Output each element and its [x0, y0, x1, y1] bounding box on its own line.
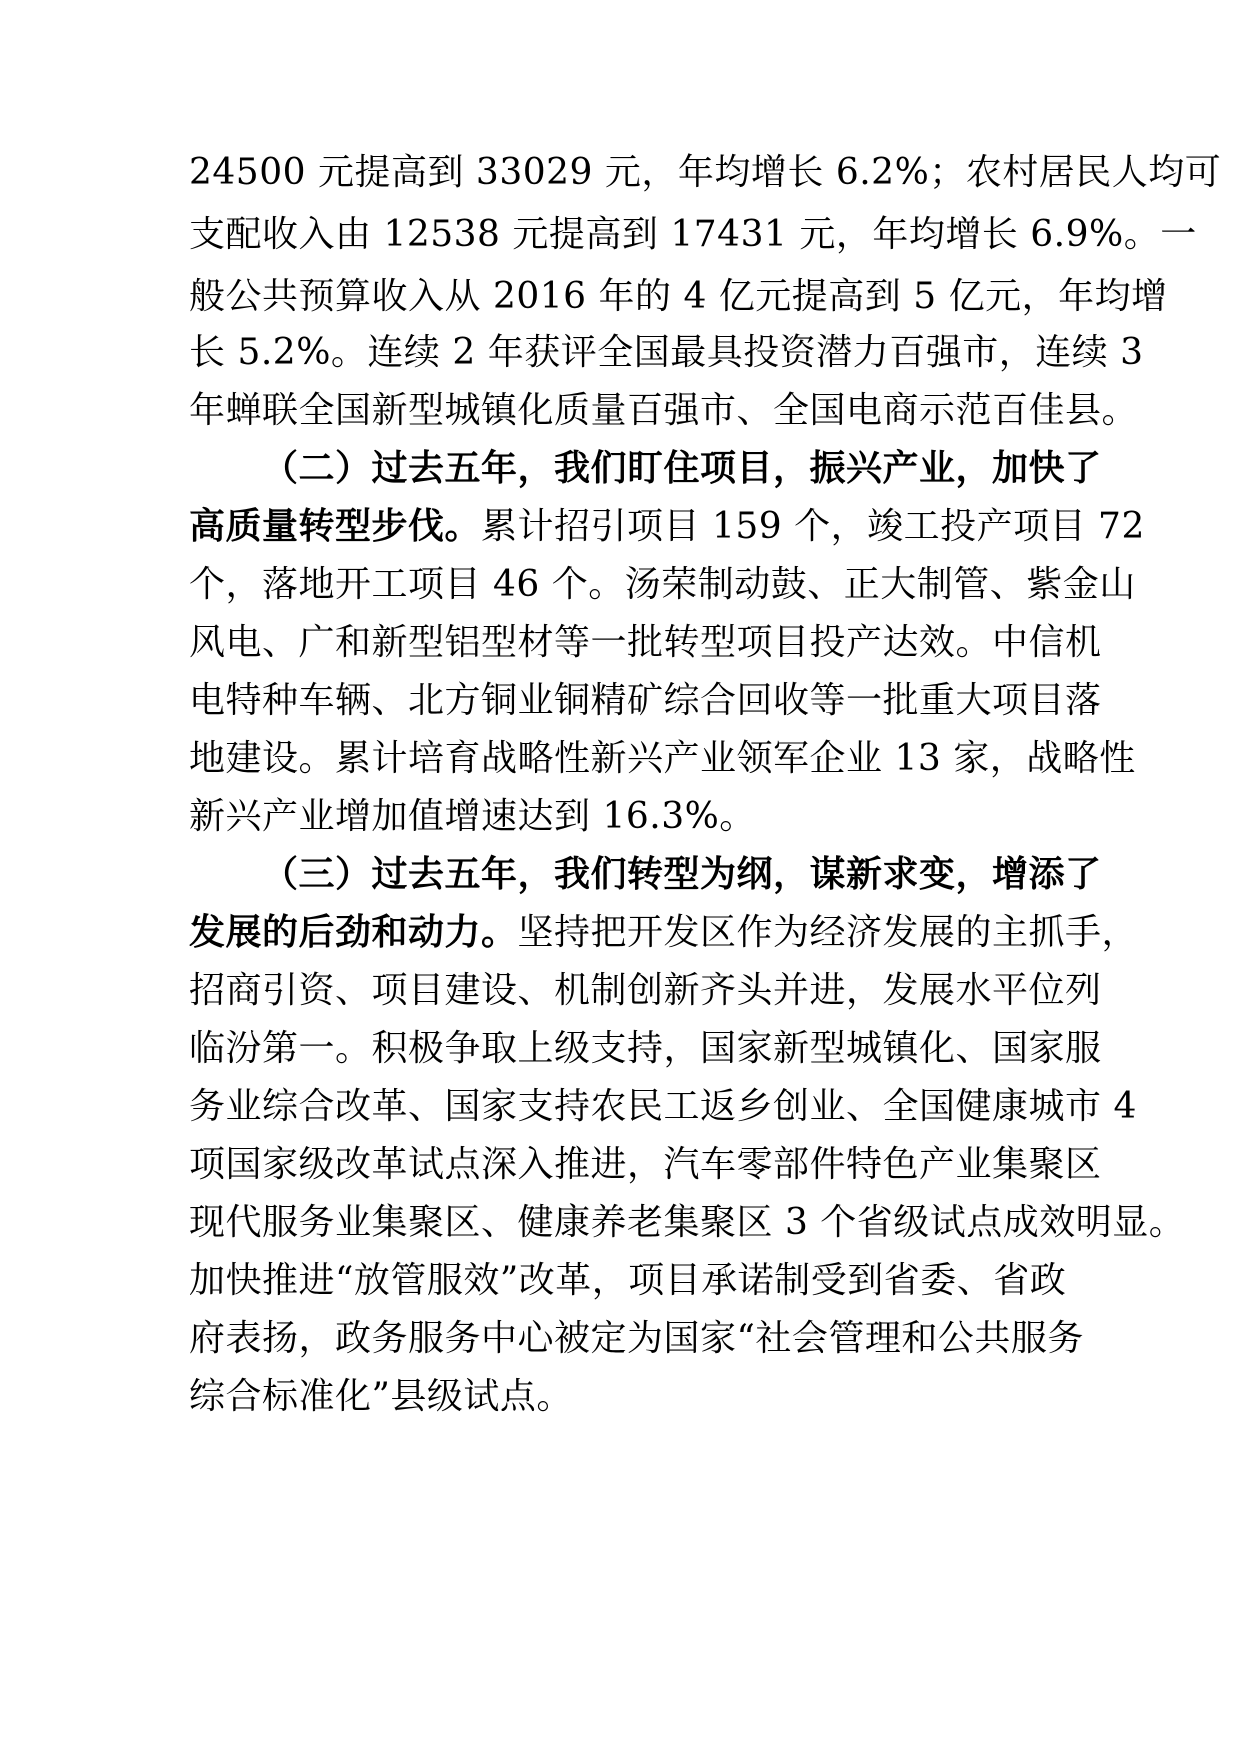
section-heading-text: 发展的后劲和动力。	[189, 912, 518, 953]
section-heading	[262, 842, 1162, 908]
line-text: 府表扬，政务服务中心被定为国家“社会管理和公共服务	[189, 1318, 1084, 1359]
body-text-line	[189, 668, 1102, 734]
body-text-line	[189, 552, 1136, 618]
line-text: 累计招引项目 159 个，竣工投产项目 72	[481, 506, 1145, 547]
line-text: 般公共预算收入从 2016 年的 4 亿元提高到 5 亿元，年均增	[189, 276, 1168, 317]
line-text: 长 5.2%。连续 2 年获评全国最具投资潜力百强市，连续 3	[189, 332, 1144, 373]
section-heading	[262, 436, 1162, 502]
body-text-line	[189, 140, 1222, 206]
body-text-line	[189, 1306, 1089, 1372]
line-text: 临汾第一。积极争取上级支持，国家新型城镇化、国家服	[189, 1028, 1102, 1069]
line-text: 新兴产业增加值增速达到 16.3%。	[189, 796, 756, 837]
line-text: 支配收入由 12538 元提高到 17431 元，年均增长 6.9%。一	[189, 214, 1197, 255]
line-text: 年蝉联全国新型城镇化质量百强市、全国电商示范百佳县。	[189, 390, 1139, 431]
body-text-line	[189, 1132, 1102, 1198]
line-text: 坚持把开发区作为经济发展的主抓手，	[517, 912, 1139, 953]
section-heading-text: （三）过去五年，我们转型为纲，谋新求变，增添了	[262, 854, 1102, 895]
body-text-line	[189, 378, 1139, 444]
body-text-line	[189, 494, 1145, 560]
body-text-line	[189, 726, 1136, 792]
line-text: 地建设。累计培育战略性新兴产业领军企业 13 家，战略性	[189, 738, 1136, 779]
body-text-line	[189, 1248, 1089, 1314]
body-text-line	[189, 320, 1144, 386]
body-text-line	[189, 610, 1102, 676]
body-text-line	[189, 900, 1139, 966]
line-text: 风电、广和新型铝型材等一批转型项目投产达效。中信机	[189, 622, 1102, 663]
body-text-line	[189, 784, 1089, 850]
line-text: 综合标准化”县级试点。	[189, 1376, 573, 1417]
body-text-line	[189, 1364, 1089, 1430]
body-text-line	[189, 1016, 1102, 1082]
line-text: 个，落地开工项目 46 个。汤荣制动鼓、正大制管、紫金山	[189, 564, 1136, 605]
line-text: 项国家级改革试点深入推进，汽车零部件特色产业集聚区	[189, 1144, 1102, 1185]
line-text: 加快推进“放管服效”改革，项目承诺制受到省委、省政	[189, 1260, 1067, 1301]
line-text: 务业综合改革、国家支持农民工返乡创业、全国健康城市 4	[189, 1086, 1137, 1127]
line-text: 招商引资、项目建设、机制创新齐头并进，发展水平位列	[189, 970, 1102, 1011]
section-heading-text: 高质量转型步伐。	[189, 506, 482, 547]
body-text-line	[189, 1190, 1186, 1256]
line-text: 电特种车辆、北方铜业铜精矿综合回收等一批重大项目落	[189, 680, 1102, 721]
body-text-line	[189, 1074, 1137, 1140]
line-text: 现代服务业集聚区、健康养老集聚区 3 个省级试点成效明显。	[189, 1202, 1186, 1243]
body-text-line	[189, 958, 1102, 1024]
section-heading-text: （二）过去五年，我们盯住项目，振兴产业，加快了	[262, 448, 1102, 489]
body-text-line	[189, 202, 1197, 268]
line-text: 24500 元提高到 33029 元，年均增长 6.2%；农村居民人均可	[189, 152, 1222, 193]
